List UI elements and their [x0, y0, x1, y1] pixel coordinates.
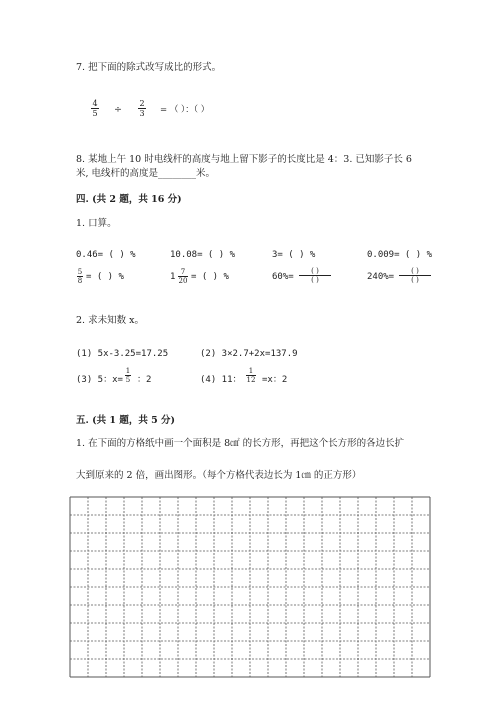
oral-calc-7-den: ( )	[311, 276, 319, 284]
oral-calc-6-whole: 1	[170, 272, 176, 282]
q7-title: 7. 把下面的除式改写成比的形式。	[76, 62, 222, 73]
equation-4-left: (4) 11：	[200, 375, 242, 385]
q7-answer-blanks: = （ ）：（ ）	[160, 105, 210, 115]
oral-calc-5-fraction	[76, 268, 84, 285]
oral-calc-7-fraction	[298, 267, 332, 284]
oral-calc-8-den: ( )	[411, 276, 419, 284]
s4-q2-title: 2. 求未知数 x。	[76, 315, 144, 326]
equation-2: (2) 3×2.7+2x=137.9	[200, 349, 298, 359]
q7-fraction-1	[90, 99, 100, 118]
oral-calc-8-fraction	[398, 267, 432, 284]
equation-3-fraction	[124, 367, 132, 384]
q7-frac1-den: 5	[92, 109, 98, 118]
oral-calc-8-num: ( )	[411, 267, 419, 275]
equation-4-num: 1	[248, 367, 254, 375]
oral-calc-7-left: 60%=	[272, 272, 294, 282]
square-grid-paper[interactable]	[69, 496, 431, 678]
q8-line-2: 米, 电线杆的高度是________米。	[76, 168, 216, 179]
oral-calc-1: 0.46= ( ) %	[76, 250, 136, 260]
equation-3-num: 1	[125, 367, 131, 375]
oral-calc-5-rest: = ( ) %	[86, 272, 124, 282]
oral-calc-2: 10.08= ( ) %	[170, 250, 236, 260]
equation-3-den: 5	[125, 376, 131, 384]
s5-q1-line-2: 大到原来的 2 倍，画出图形。（每个方格代表边长为 1㎝ 的正方形）	[76, 470, 362, 481]
equation-4-right: =x：2	[262, 375, 288, 385]
q7-fraction-2	[137, 99, 147, 118]
oral-calc-5-num: 5	[77, 268, 83, 276]
section-5-heading: 五. (共 1 题，共 5 分)	[76, 415, 176, 426]
oral-calc-3: 3= ( ) %	[272, 250, 316, 260]
oral-calc-4: 0.009= ( ) %	[367, 250, 433, 260]
equation-4-fraction	[245, 367, 257, 384]
q7-frac1-num: 4	[92, 99, 98, 108]
equation-4-den: 12	[246, 376, 256, 384]
oral-calc-6-num: 7	[180, 268, 186, 276]
q7-frac2-num: 2	[139, 99, 145, 108]
q8-line-1: 8. 某地上午 10 时电线杆的高度与地上留下影子的长度比是 4：3. 已知影子长 6	[76, 154, 412, 165]
oral-calc-6-den: 20	[178, 277, 188, 285]
q7-divide-sign: ÷	[114, 104, 122, 115]
equation-3-right: ：2	[137, 375, 152, 385]
equation-1: (1) 5x-3.25=17.25	[76, 349, 169, 359]
s5-q1-line-1: 1. 在下面的方格纸中画一个面积是 8㎠ 的长方形，再把这个长方形的各边长扩	[76, 438, 405, 449]
equation-3-left: (3) 5：x=	[76, 375, 123, 385]
oral-calc-5-den: 8	[77, 277, 83, 285]
oral-calc-6-rest: = ( ) %	[191, 272, 229, 282]
section-4-heading: 四. (共 2 题，共 16 分)	[76, 194, 182, 205]
oral-calc-8-left: 240%=	[367, 272, 395, 282]
oral-calc-6-fraction	[177, 268, 189, 285]
oral-calc-7-num: ( )	[311, 267, 319, 275]
q7-frac2-den: 3	[139, 109, 145, 118]
s4-q1-title: 1. 口算。	[76, 218, 117, 229]
